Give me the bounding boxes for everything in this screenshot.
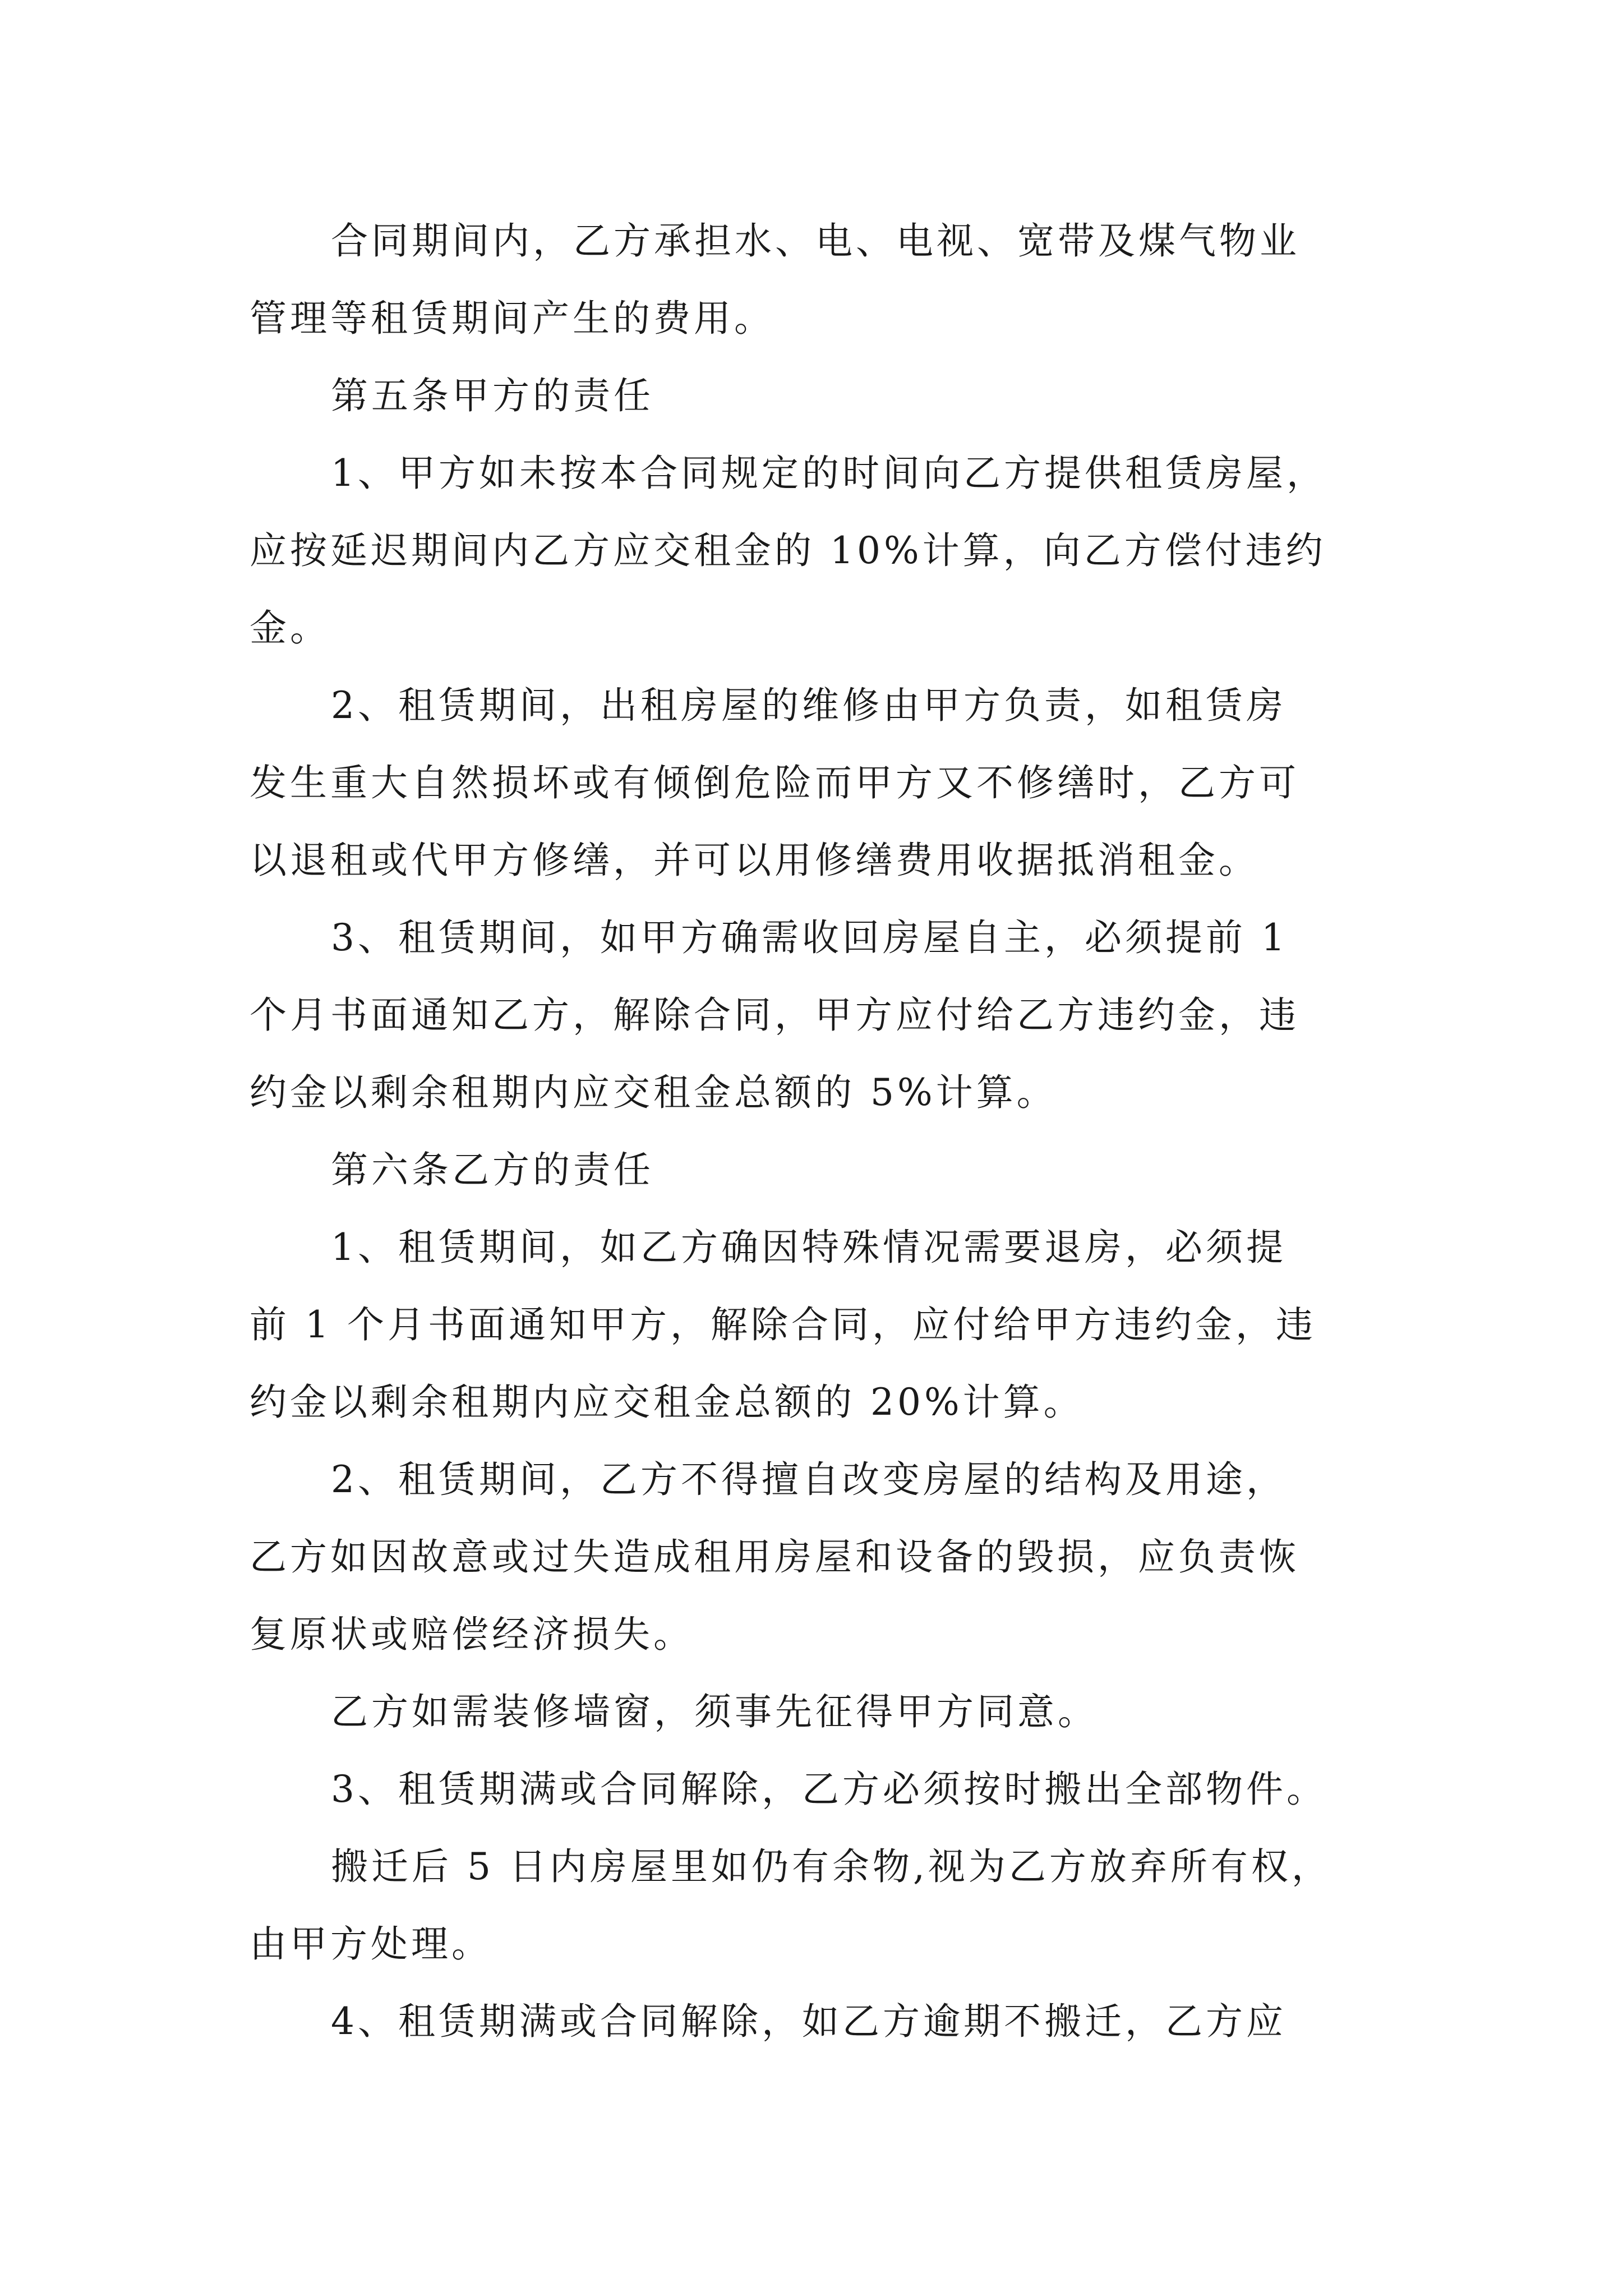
text-line: 管理等租赁期间产生的费用。 (250, 297, 774, 340)
text-line: 乙方如因故意或过失造成租用房屋和设备的毁损，应负责恢 (250, 1535, 1299, 1579)
text-line: 个月书面通知乙方，解除合同，甲方应付给乙方违约金，违 (250, 993, 1299, 1037)
text-line: 4、租赁期满或合同解除，如乙方逾期不搬迁，乙方应 (331, 2000, 1287, 2043)
text-line: 3、租赁期间，如甲方确需收回房屋自主，必须提前 1 (331, 916, 1288, 959)
text-line: 1、甲方如未按本合同规定的时间向乙方提供租赁房屋， (331, 452, 1327, 495)
text-line: 1、租赁期间，如乙方确因特殊情况需要退房，必须提 (331, 1226, 1287, 1269)
text-line: 约金以剩余租期内应交租金总额的 5%计算。 (250, 1071, 1057, 1114)
text-line: 由甲方处理。 (250, 1922, 492, 1966)
text-line: 复原状或赔偿经济损失。 (250, 1613, 694, 1656)
text-line: 搬迁后 5 日内房屋里如仍有余物,视为乙方放弃所有权， (331, 1845, 1332, 1888)
text-line: 2、租赁期间，出租房屋的维修由甲方负责，如租赁房 (331, 684, 1287, 727)
text-line: 3、租赁期满或合同解除，乙方必须按时搬出全部物件。 (331, 1768, 1327, 1811)
text-line: 应按延迟期间内乙方应交租金的 10%计算，向乙方偿付违约 (250, 529, 1326, 572)
text-line: 约金以剩余租期内应交租金总额的 20%计算。 (250, 1381, 1084, 1424)
text-line: 前 1 个月书面通知甲方，解除合同，应付给甲方违约金，违 (250, 1303, 1316, 1346)
section-heading: 第六条乙方的责任 (331, 1148, 654, 1191)
text-line: 发生重大自然损坏或有倾倒危险而甲方又不修缮时，乙方可 (250, 761, 1299, 804)
text-line: 合同期间内，乙方承担水、电、电视、宽带及煤气物业 (331, 219, 1300, 263)
section-heading: 第五条甲方的责任 (331, 374, 654, 417)
text-line: 金。 (250, 606, 330, 650)
text-line: 以退租或代甲方修缮，并可以用修缮费用收据抵消租金。 (250, 839, 1259, 882)
text-line: 2、租赁期间，乙方不得擅自改变房屋的结构及用途， (331, 1458, 1287, 1501)
text-line: 乙方如需装修墙窗，须事先征得甲方同意。 (331, 1690, 1098, 1733)
